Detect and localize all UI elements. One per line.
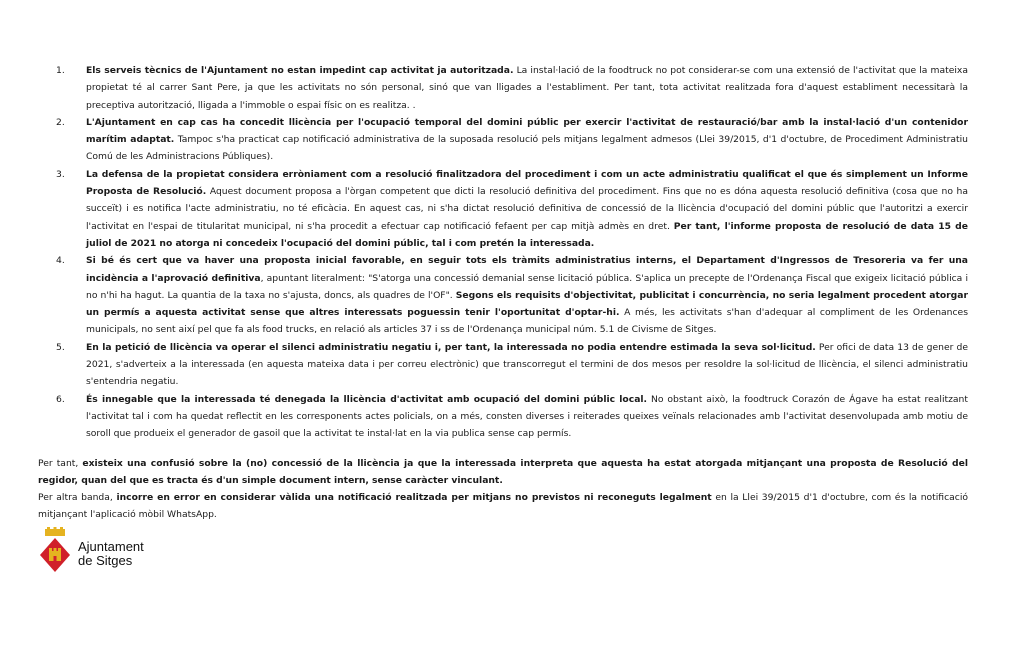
list-number: 3. (56, 168, 65, 180)
list-item (38, 391, 968, 443)
logo-text (78, 540, 144, 568)
list-item (38, 166, 968, 252)
item-text-2: A més, les activitats s'han d'adequar al compliment de les Ordenances municipals, no sent així pel que fa als food trucks, en relació als articles 37 i ss de l'Ordenança municipal núm. 5.1 de Civisme de Sitges. (86, 307, 968, 336)
numbered-list (38, 62, 968, 443)
list-item (38, 62, 968, 114)
sitges-coat-of-arms-icon (38, 527, 72, 575)
item-bold-lead: L'Ajuntament en cap cas ha concedit llicència per l'ocupació temporal del domini públic per exercir l'activitat de restauració/bar amb la instal·lació d'un contenidor marítim adaptat. (86, 116, 968, 146)
item-text: La instal·lació de la foodtruck no pot considerar-se com una extensió de l'activitat que la mateixa propietat té al carrer Sant Pere, ja que les activitats no són personal, sinó que van lligades a l'establiment. Per tant, tota activitat realitzada fora d'aquest establiment necessitarà la preceptiva autorització, lligada a l'immoble o espai físic on es realitza. . (86, 65, 969, 111)
list-item (38, 339, 968, 391)
closing-pre: Per tant, (38, 457, 83, 469)
item-text: Tampoc s'ha practicat cap notificació administrativa de la suposada resolució pels mitjans legalment admesos (Llei 39/2015, d'1 d'octubre, de Procediment Administratiu Comú de les Administracions Públiques). (86, 134, 968, 163)
item-text: No obstant això, la foodtruck Corazón de Ágave ha estat realitzant l'activitat tal i com ha quedat reflectit en les corresponents actes policials, on a més, consten diverses i reiterades queixes veïnals relacionades amb l'activitat desenvolupada amb motiu de soroll que produeix el generador de gasoil que la activitat te instal·lat en la via publica sense cap permís. (86, 393, 968, 440)
list-number: 5. (56, 341, 65, 353)
list-number: 2. (56, 116, 65, 128)
list-number: 1. (56, 65, 65, 76)
item-text: Per ofici de data 13 de gener de 2021, s'adverteix a la interessada (en aquesta mateixa data i per correu electrònic) que transcorregut el termini de dos mesos per resoldre la sol·licitud de llicència, el silenci administratiu s'entendria negatiu. (86, 341, 969, 388)
item-bold-lead: És innegable que la interessada té denegada la llicència d'activitat amb ocupació del domini públic local. (86, 393, 648, 405)
logo-line-1: Ajuntament (78, 539, 144, 554)
closing-bold: existeix una confusió sobre la (no) concessió de la llicència ja que la interessada interpreta que aquesta ha estat atorgada mitjançant una proposta de Resolució del regidor, quan del que es tracta és d'un simple document intern, sense caràcter vinculant. (38, 457, 969, 486)
item-bold-lead: La defensa de la propietat considera erròniament com a resolució finalitzadora del procediment i com un acte administratiu qualificat el que és simplement un Informe Proposta de Resolució. (86, 168, 968, 198)
item-bold-lead: Si bé és cert que va haver una proposta inicial favorable, en seguir tots els tràmits administratius interns, el Departament d'Ingressos de Tresoreria va fer una incidència a l'aprovació definitiva (86, 255, 968, 284)
list-number: 6. (56, 393, 65, 405)
closing-bold: incorre en error en considerar vàlida una notificació realitzada per mitjans no previstos ni reconeguts legalment (116, 492, 712, 504)
closing-pre: Per altra banda, (38, 492, 117, 504)
closing-paragraph (38, 489, 968, 524)
item-bold-tail: Segons els requisits d'objectivitat, publicitat i concurrència, no seria legalment procedent atorgar un permís a aquesta activitat sense que altres interessats poguessin tenir l'oportunitat d'optar-hi. (86, 289, 968, 319)
ajuntament-logo (38, 527, 158, 577)
closing-paragraph (38, 455, 968, 490)
item-bold-tail: Per tant, l'informe proposta de resolució de data 15 de juliol de 2021 no atorga ni concedeix l'ocupació del domini públic, tal i com pretén la interessada. (86, 220, 968, 249)
item-bold-lead: Els serveis tècnics de l'Ajuntament no estan impedint cap activitat ja autoritzada. (86, 65, 514, 76)
list-item (38, 252, 968, 338)
item-text: Aquest document proposa a l'òrgan competent que dicti la resolució definitiva del procediment. Fins que no es dóna aquesta resolució definitiva (cosa que no ha succeït) i es notifica l'acte administratiu, no té eficàcia. En aquest cas, ni s'ha dictat resolució definitiva de concessió de la llicència d'ocupació del domini públic que l'autoritzi a exercir l'activitat en l'espai de titularitat municipal, ni s'ha procedit a efectuar cap notificació fefaent per cap mitjà admès en dret. (86, 186, 968, 232)
item-bold-lead: En la petició de llicència va operar el silenci administratiu negatiu i, per tant, la interessada no podia entendre estimada la seva sol·licitud. (86, 341, 816, 353)
logo-line-2: de Sitges (78, 553, 133, 568)
list-item (38, 114, 968, 166)
list-number: 4. (56, 255, 65, 267)
closing-post: en la Llei 39/2015 d'1 d'octubre, com és la notificació mitjançant l'aplicació mòbil WhatsApp. (38, 492, 968, 521)
item-text: , apuntant literalment: "S'atorga una concessió demanial sense licitació pública. S'aplica un precepte de l'Ordenança Fiscal que exigeix licitació pública i no n'hi ha hagut. La quantia de la taxa no s'ajusta, doncs, als quadres de l'OF". (86, 272, 968, 301)
document-body (38, 62, 968, 524)
